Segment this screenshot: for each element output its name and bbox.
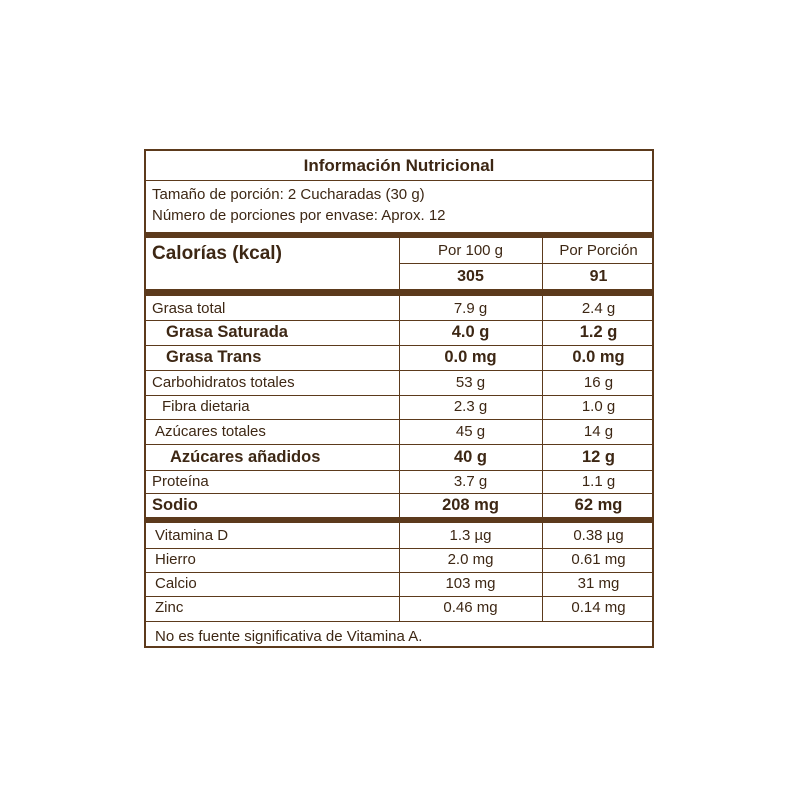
nutrient-value-per-100g: 45 g [455, 423, 486, 440]
nutrient-name: Carbohidratos totales [152, 374, 295, 391]
nutrient-name: Grasa Trans [166, 348, 262, 366]
nutrient-row [146, 470, 652, 493]
nutrient-value-per-portion: 14 g [583, 423, 614, 440]
calories-per-100g: 305 [457, 268, 484, 285]
micronutrient-name: Hierro [155, 551, 196, 568]
nutrient-value-per-portion: 2.4 g [581, 300, 616, 317]
micronutrient-value-per-portion: 0.14 mg [571, 599, 626, 616]
nutrient-value-per-portion: 1.1 g [581, 473, 616, 490]
micronutrient-value-per-portion: 31 mg [577, 575, 620, 592]
nutrient-value-per-100g: 0.0 mg [444, 348, 497, 366]
serving-size: Tamaño de porción: 2 Cucharadas (30 g) [152, 186, 425, 203]
nutrient-value-per-portion: 12 g [581, 448, 616, 466]
nutrient-row [146, 320, 652, 345]
footnote: No es fuente significativa de Vitamina A. [155, 628, 423, 645]
micronutrient-value-per-100g: 2.0 mg [447, 551, 494, 568]
nutrient-row [146, 370, 652, 395]
nutrient-value-per-100g: 53 g [455, 374, 486, 391]
nutrient-name: Fibra dietaria [162, 398, 250, 415]
micronutrient-value-per-100g: 103 mg [445, 575, 496, 592]
calories-label: Calorías (kcal) [152, 243, 282, 264]
micronutrient-row [146, 572, 652, 596]
micronutrient-value-per-100g: 1.3 µg [449, 527, 492, 544]
nutrient-value-per-100g: 2.3 g [453, 398, 488, 415]
nutrient-value-per-portion: 0.0 mg [572, 348, 625, 366]
micronutrient-value-per-portion: 0.61 mg [571, 551, 626, 568]
nutrient-value-per-100g: 3.7 g [453, 473, 488, 490]
nutrient-row [146, 345, 652, 370]
nutrient-name: Grasa Saturada [166, 323, 288, 341]
nutrient-value-per-portion: 1.0 g [581, 398, 616, 415]
nutrient-value-per-portion: 1.2 g [579, 323, 618, 341]
nutrient-name: Azúcares añadidos [170, 448, 321, 466]
nutrient-row [146, 395, 652, 419]
nutrient-row [146, 444, 652, 470]
nutrient-name: Sodio [152, 496, 198, 514]
nutrient-value-per-portion: 62 mg [574, 496, 623, 514]
nutrient-value-per-100g: 208 mg [442, 496, 499, 514]
panel-title: Información Nutricional [146, 151, 652, 181]
divider-thick [146, 517, 652, 523]
micronutrient-value-per-portion: 0.38 µg [573, 527, 624, 544]
nutrient-name: Grasa total [152, 300, 226, 317]
nutrient-value-per-100g: 7.9 g [453, 300, 488, 317]
micronutrient-name: Calcio [155, 575, 197, 592]
nutrient-row [146, 297, 652, 320]
nutrient-value-per-100g: 4.0 g [451, 323, 490, 341]
nutrient-row [146, 419, 652, 444]
nutrient-value-per-portion: 16 g [583, 374, 614, 391]
nutrient-value-per-100g: 40 g [453, 448, 488, 466]
nutrient-name: Proteína [152, 473, 209, 490]
micronutrient-row [146, 548, 652, 572]
divider [146, 621, 652, 622]
calories-per-portion: 91 [589, 268, 608, 285]
micronutrient-name: Zinc [155, 599, 184, 616]
nutrient-row [146, 493, 652, 517]
servings-per-container: Número de porciones por envase: Aprox. 12 [152, 207, 446, 224]
micronutrient-value-per-100g: 0.46 mg [443, 599, 498, 616]
nutrient-name: Azúcares totales [155, 423, 266, 440]
micronutrient-row [146, 596, 652, 620]
micronutrient-row [146, 524, 652, 548]
col-header-per-portion: Por Porción [559, 242, 638, 259]
nutrition-facts-panel [144, 149, 654, 648]
micronutrient-name: Vitamina D [155, 527, 229, 544]
col-header-per-100g: Por 100 g [437, 242, 504, 259]
